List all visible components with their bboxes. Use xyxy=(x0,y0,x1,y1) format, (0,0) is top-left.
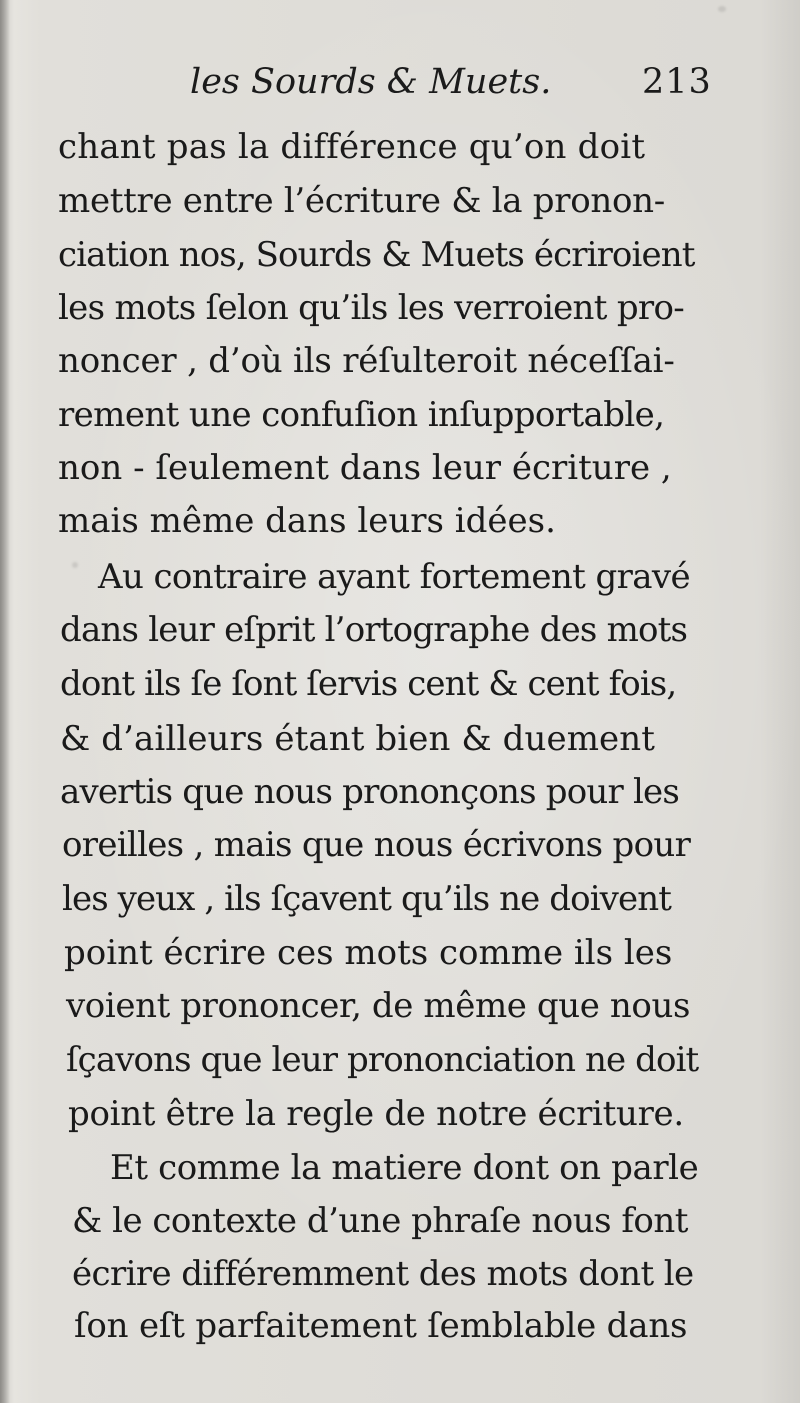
text-line: dans leur eſprit l’ortographe des mots xyxy=(60,610,688,650)
page-number: 213 xyxy=(642,62,712,102)
text-line: dont ils ſe ſont ſervis cent & cent fois, xyxy=(60,664,677,704)
text-line: point être la regle de notre écriture. xyxy=(68,1094,684,1134)
text-line: rement une confuſion inſupportable, xyxy=(58,395,665,435)
text-line: ciation nos, Sourds & Muets écriroient xyxy=(58,235,695,275)
text-line: & d’ailleurs étant bien & duement xyxy=(60,719,656,759)
text-line: voient prononcer, de même que nous xyxy=(66,986,691,1026)
text-line: avertis que nous prononçons pour les xyxy=(60,772,680,812)
text-line: les mots ſelon qu’ils les verroient pro- xyxy=(58,288,685,328)
text-line: mais même dans leurs idées. xyxy=(58,501,556,541)
text-line: Au contraire ayant fortement gravé xyxy=(98,557,691,597)
text-line: ſçavons que leur prononciation ne doit xyxy=(66,1040,699,1080)
text-line: noncer , d’où ils réſulteroit néceſſai- xyxy=(58,341,675,381)
text-line: ſon eſt parfaitement ſemblable dans xyxy=(74,1306,688,1346)
text-line: oreilles , mais que nous écrivons pour xyxy=(62,825,691,865)
text-line: non - ſeulement dans leur écriture , xyxy=(58,448,672,488)
text-line: Et comme la matiere dont on parle xyxy=(110,1148,699,1188)
text-line: écrire différemment des mots dont le xyxy=(72,1254,694,1294)
text-line: les yeux , ils ſçavent qu’ils ne doivent xyxy=(62,879,671,919)
running-title: les Sourds & Muets. xyxy=(190,62,552,102)
text-line: chant pas la différence qu’on doit xyxy=(58,127,646,167)
text-line: & le contexte d’une phraſe nous font xyxy=(72,1201,688,1241)
text-line: point écrire ces mots comme ils les xyxy=(64,933,673,973)
text-line: mettre entre l’écriture & la pronon- xyxy=(58,181,665,221)
